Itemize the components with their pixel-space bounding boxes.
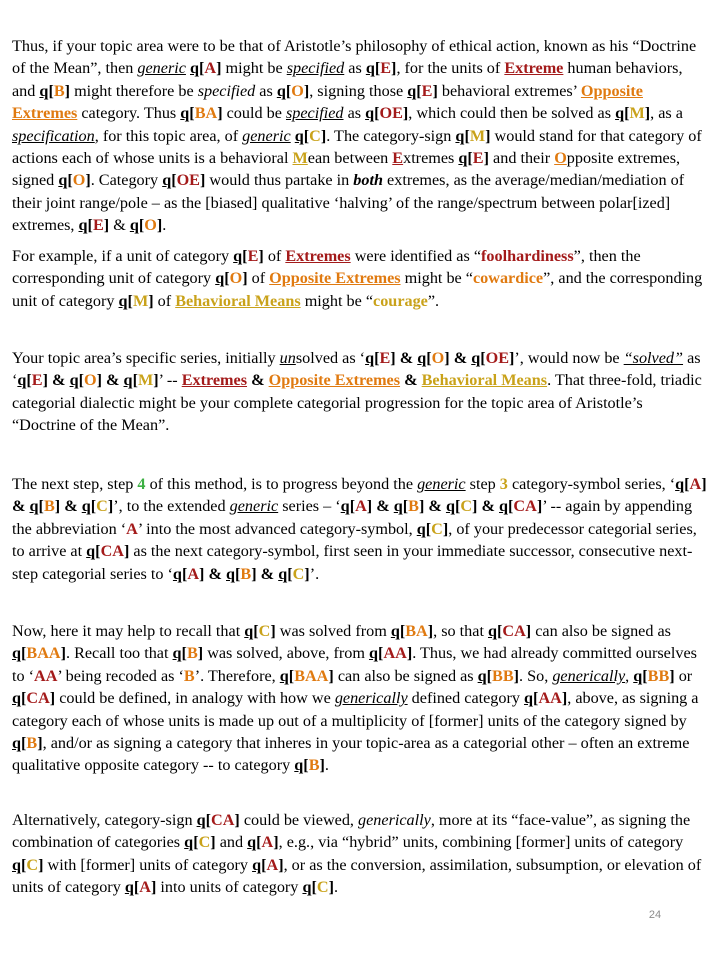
text-run: of <box>153 291 176 310</box>
category-symbol: q[CA] <box>499 497 543 516</box>
category-symbol: q[CA] <box>488 622 532 640</box>
text-run: M <box>292 149 308 168</box>
category-symbol: q[A] <box>190 59 222 78</box>
text-run: specification <box>12 126 95 145</box>
text-run: & <box>395 349 418 367</box>
category-symbol: q[C] <box>244 622 276 640</box>
category-symbol: q[C] <box>416 519 449 538</box>
text-run: was solved, above, from <box>203 644 370 663</box>
category-symbol: q[B] <box>39 81 71 100</box>
text-run: step <box>465 475 500 493</box>
category-symbol: q[E] <box>365 59 397 78</box>
text-run: Your topic area’s specific series, initially <box>12 349 280 367</box>
text-run: as ‘ <box>12 349 701 390</box>
category-symbol: q[C] <box>81 497 114 516</box>
text-run: of <box>263 247 286 265</box>
text-run: generically <box>358 811 431 829</box>
text-run: courage <box>373 291 428 310</box>
text-run: O <box>554 149 567 168</box>
category-symbol: q[M] <box>123 371 159 390</box>
text-run: as <box>255 81 277 100</box>
text-run: B <box>183 666 195 685</box>
text-run: & <box>12 497 30 516</box>
category-symbol: q[BAA] <box>12 644 66 663</box>
text-run: generic <box>229 497 279 516</box>
category-symbol: q[BB] <box>477 666 520 685</box>
text-run: 3 <box>499 475 508 493</box>
category-symbol: q[BAA] <box>279 666 334 685</box>
text-run: xtremes <box>403 149 459 168</box>
text-run: ’, would now be <box>514 349 624 367</box>
text-run: were identified as “ <box>350 247 482 265</box>
text-run: category-symbol series, ‘ <box>507 475 676 493</box>
text-run: ’ into the most advanced category-symbol, <box>137 519 417 538</box>
text-run: . The category-sign <box>326 126 456 145</box>
text-run: , so that <box>433 622 488 640</box>
text-run: extremes, as the average/median/mediation of their joint range/pole – as the [biased] qualitative ‘halving’ of the range/spectrum between polar[ized] extremes, <box>12 171 685 235</box>
category-symbol: q[BB] <box>633 666 675 685</box>
text-run: ’. Therefore, <box>194 666 280 685</box>
text-run: ’, to the extended <box>113 497 230 516</box>
text-run: , and/or as signing a category that inheres in your topic-area as a categorial other – often an extreme qualitative opposite category -- to category <box>12 734 690 775</box>
text-run: The next step, step <box>12 475 138 493</box>
paragraph-recall <box>12 620 708 777</box>
text-run: & <box>424 497 446 516</box>
text-run: and <box>215 833 248 852</box>
text-run: ”. <box>427 291 440 310</box>
category-symbol: q[A] <box>252 855 284 874</box>
category-symbol: q[OE] <box>471 349 515 367</box>
text-run: . Category <box>90 171 163 190</box>
text-run: specified <box>286 59 345 78</box>
text-run: Extreme <box>504 59 564 78</box>
text-run: & <box>204 564 226 583</box>
text-run: foolhardiness <box>481 247 574 265</box>
text-run: Extremes <box>285 247 351 265</box>
category-symbol: q[A] <box>340 497 373 516</box>
text-run: with [former] units of category <box>43 855 253 874</box>
text-run: , as a <box>650 104 683 123</box>
text-run: & <box>400 371 422 390</box>
category-symbol: q[C] <box>278 564 310 583</box>
text-run: , for the units of <box>396 59 505 78</box>
text-run: and their <box>489 149 555 168</box>
category-symbol: q[B] <box>29 497 61 516</box>
category-symbol: q[C] <box>445 497 478 516</box>
text-run: & <box>477 497 500 516</box>
text-run: , e.g., via “hybrid” units, combining [former] units of category <box>278 833 684 852</box>
category-symbol: q[E] <box>17 371 48 390</box>
text-run: as <box>344 59 366 78</box>
paragraph-alternatively <box>12 809 708 899</box>
text-run: behavioral extremes’ <box>437 81 581 100</box>
category-symbol: q[BA] <box>180 104 223 123</box>
text-run: , <box>625 666 634 685</box>
text-run: & <box>449 349 472 367</box>
text-run: un <box>279 349 296 367</box>
text-run: Opposite Extremes <box>12 81 643 123</box>
text-run: . So, <box>519 666 553 685</box>
text-run: , or as the conversion, assimilation, subsumption, or elevation of units of category <box>12 855 702 897</box>
category-symbol: q[B] <box>172 644 204 663</box>
text-run: pposite extremes, signed <box>12 149 681 190</box>
text-run: both <box>353 171 383 190</box>
category-symbol: q[E] <box>458 149 489 168</box>
text-run: , more at its “face-value”, as signing the combination of categories <box>12 811 691 852</box>
text-run: ’ -- <box>158 371 182 390</box>
text-run: generically <box>334 689 408 708</box>
text-run: 4 <box>137 475 146 493</box>
text-run: & <box>109 216 130 235</box>
category-symbol: q[AA] <box>369 644 413 663</box>
page-number: 24 <box>648 909 662 921</box>
text-run: of <box>247 269 270 288</box>
category-symbol: q[A] <box>247 833 279 852</box>
category-symbol: q[AA] <box>524 689 568 708</box>
category-symbol: q[A] <box>124 878 157 897</box>
category-symbol: q[O] <box>69 371 102 390</box>
text-run: , for this topic area, of <box>94 126 243 145</box>
text-run: of this method, is to progress beyond the <box>145 475 418 493</box>
text-run: Opposite Extremes <box>268 371 401 390</box>
text-run: . Thus, we had already committed ourselves to ‘ <box>12 644 697 685</box>
text-run: “solved” <box>623 349 684 367</box>
text-run: & <box>372 497 394 516</box>
text-run: specified <box>285 104 344 123</box>
text-run: generic <box>417 475 466 493</box>
text-run: solved as ‘ <box>295 349 366 367</box>
category-symbol: q[M] <box>615 104 651 123</box>
category-symbol: q[O] <box>129 216 163 235</box>
category-symbol: q[A] <box>675 475 707 493</box>
text-run: & <box>48 371 70 390</box>
text-run: ”, and the corresponding unit of category <box>12 269 703 310</box>
category-symbol: q[C] <box>184 833 216 852</box>
category-symbol: q[E] <box>407 81 438 100</box>
paragraph-step-4 <box>12 473 708 585</box>
text-run: specified <box>197 81 256 100</box>
category-symbol: q[C] <box>12 855 44 874</box>
category-symbol: q[O] <box>58 171 91 190</box>
category-symbol: q[M] <box>455 126 491 145</box>
category-symbol: q[B] <box>226 564 257 583</box>
category-symbol: q[O] <box>417 349 450 367</box>
text-run: Extremes <box>181 371 248 390</box>
text-run: might therefore be <box>70 81 198 100</box>
paragraph-example <box>12 245 708 312</box>
text-run: . Recall too that <box>65 644 173 663</box>
category-symbol: q[B] <box>12 734 43 753</box>
text-run: could be defined, in analogy with how we <box>55 689 335 708</box>
category-symbol: q[BA] <box>390 622 434 640</box>
text-run: . That three-fold, triadic categorial dialectic might be your complete categorial progression for the topic area of Aristotle’s “Doctrine of the Mean”. <box>12 371 702 435</box>
text-run: might be “ <box>300 291 374 310</box>
text-run: , signing those <box>309 81 408 100</box>
text-run: would stand for that category of actions each of whose units is a behavioral <box>12 126 702 168</box>
text-run: defined category <box>407 689 525 708</box>
text-run: could be <box>222 104 286 123</box>
text-run: cowardice <box>472 269 544 288</box>
category-symbol: q[O] <box>276 81 310 100</box>
text-run: as the next category-symbol, first seen in your immediate successor, consecutive next-step categorial series to ‘ <box>12 542 693 583</box>
text-run: & <box>256 564 279 583</box>
category-symbol: q[B] <box>294 756 325 775</box>
category-symbol: q[CA] <box>86 542 130 561</box>
category-symbol: q[A] <box>172 564 205 583</box>
text-run: . <box>324 756 329 775</box>
text-run: ean between <box>307 149 393 168</box>
category-symbol: q[E] <box>233 247 264 265</box>
text-run: ’. <box>309 564 320 583</box>
text-run: & <box>247 371 269 390</box>
text-run: . <box>333 878 338 897</box>
text-run: might be “ <box>400 269 473 288</box>
text-run: ”, then the corresponding unit of category <box>12 247 641 288</box>
category-symbol: q[CA] <box>196 811 240 829</box>
category-symbol: q[C] <box>302 878 334 897</box>
text-run: Now, here it may help to recall that <box>12 622 245 640</box>
text-run: can also be signed as <box>531 622 671 640</box>
text-run: A <box>126 519 138 538</box>
paragraph-solved-series <box>12 347 708 437</box>
category-symbol: q[C] <box>294 126 327 145</box>
category-symbol: q[OE] <box>365 104 409 123</box>
category-symbol: q[O] <box>215 269 248 288</box>
text-run: Behavioral Means <box>175 291 301 310</box>
category-symbol: q[E] <box>365 349 396 367</box>
text-run: was solved from <box>275 622 391 640</box>
text-run: , which could then be solved as <box>408 104 616 123</box>
text-run: , of your predecessor categorial series, to arrive at <box>12 519 697 561</box>
category-symbol: q[E] <box>78 216 110 235</box>
text-run: ’ being recoded as ‘ <box>57 666 184 685</box>
text-run: might be <box>221 59 287 78</box>
text-run: generic <box>137 59 186 78</box>
text-run: can also be signed as <box>333 666 478 685</box>
text-run: or <box>674 666 693 685</box>
text-run: E <box>392 149 404 168</box>
text-run: Alternatively, category-sign <box>12 811 197 829</box>
text-run: into units of category <box>156 878 303 897</box>
text-run: could be viewed, <box>239 811 359 829</box>
text-run: would thus partake in <box>205 171 354 190</box>
category-symbol: q[M] <box>118 291 154 310</box>
text-run: . <box>162 216 167 235</box>
text-run: as <box>343 104 366 123</box>
text-run: Behavioral Means <box>421 371 548 390</box>
text-run: , above, as signing a category each of whose units is made up out of a multiplicity of [former] units of the category signed by <box>12 689 699 730</box>
text-run: & <box>60 497 82 516</box>
text-run: human behaviors, and <box>12 59 683 100</box>
text-run: For example, if a unit of category <box>12 247 234 265</box>
paragraph-doctrine-of-mean <box>12 35 708 237</box>
category-symbol: q[CA] <box>12 689 56 708</box>
text-run: & <box>101 371 124 390</box>
text-run: series – ‘ <box>278 497 341 516</box>
text-run: ’ -- again by appending the abbreviation ‘ <box>12 497 693 538</box>
category-symbol: q[OE] <box>162 171 206 190</box>
category-symbol: q[B] <box>393 497 425 516</box>
text-run: Thus, if your topic area were to be that of Aristotle’s philosophy of ethical action, known as his “Doctrine of the Mean”, then <box>12 37 697 78</box>
text-run: generically <box>552 666 626 685</box>
text-run: AA <box>34 666 58 685</box>
text-run: category. Thus <box>77 104 181 123</box>
text-run: generic <box>242 126 291 145</box>
text-run: Opposite Extremes <box>269 269 401 288</box>
